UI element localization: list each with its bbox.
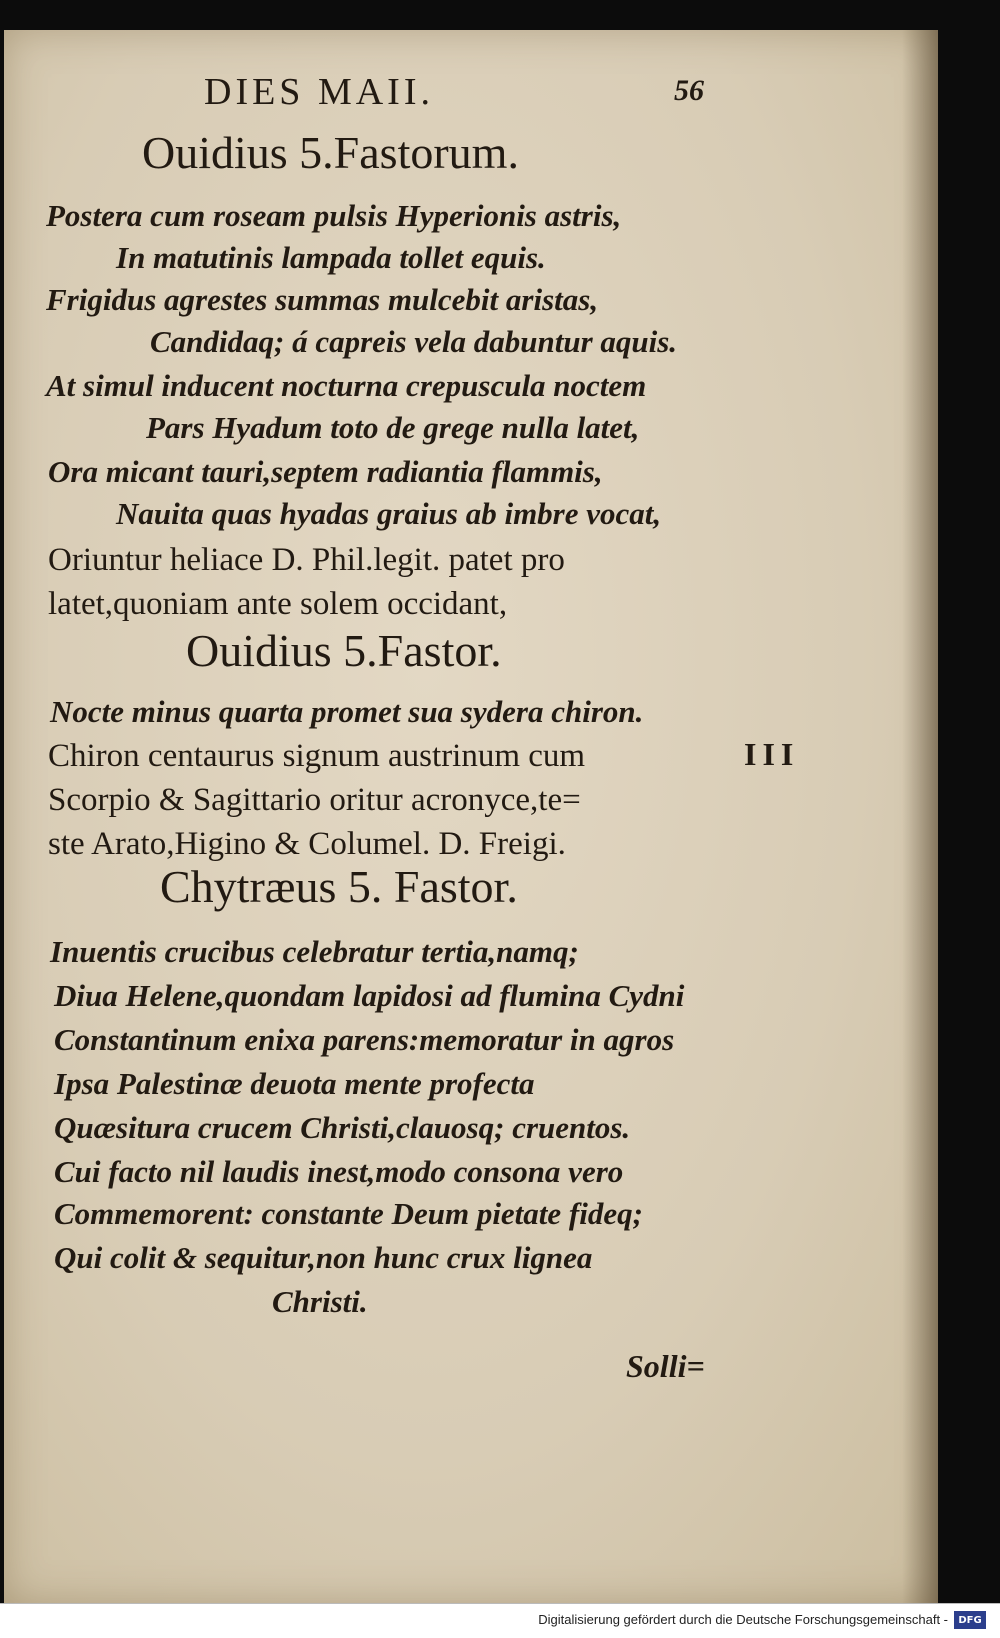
verse-line: Pars Hyadum toto de grege nulla latet, (146, 410, 640, 445)
commentary-line: latet,quoniam ante solem occidant, (48, 586, 508, 622)
verse-line: Constantinum enixa parens:memoratur in agros (54, 1022, 675, 1057)
verse-line: Nocte minus quarta promet sua sydera chiron. (50, 694, 644, 729)
section-heading-3: Chytræus 5. Fastor. (160, 861, 518, 912)
verse-line: Qui colit & sequitur,non hunc crux lignea (54, 1240, 593, 1275)
dfg-logo: DFG (954, 1611, 986, 1629)
verse-line: Ipsa Palestinæ deuota mente profecta (54, 1066, 535, 1101)
page-number: 56 (674, 74, 704, 107)
footer-bar (0, 1603, 1000, 1638)
verse-line: Quæsitura crucem Christi,clauosq; cruentos. (54, 1110, 631, 1145)
verse-line: Cui facto nil laudis inest,modo consona vero (54, 1154, 624, 1189)
verse-line: Inuentis crucibus celebratur tertia,namq; (50, 934, 579, 969)
verse-line: At simul inducent nocturna crepuscula noctem (46, 368, 647, 403)
verse-line: Frigidus agrestes summas mulcebit aristas, (46, 282, 599, 317)
verse-line: Christi. (272, 1284, 368, 1319)
commentary-line: Chiron centaurus signum austrinum cum (48, 738, 586, 774)
verse-line: Diua Helene,quondam lapidosi ad flumina Cydni (54, 978, 685, 1013)
commentary-line: ste Arato,Higino & Columel. D. Freigi. (48, 826, 566, 862)
running-title: DIES MAII. (204, 71, 434, 113)
verse-line: Ora micant tauri,septem radiantia flammis, (48, 454, 603, 489)
page-gutter-shadow (902, 30, 938, 1604)
section-heading-1: Ouidius 5.Fastorum. (142, 127, 519, 178)
verse-line: Postera cum roseam pulsis Hyperionis astris, (46, 198, 622, 233)
page-header (204, 70, 704, 120)
verse-line: Commemorent: constante Deum pietate fideq; (54, 1196, 643, 1231)
verse-line: In matutinis lampada tollet equis. (116, 240, 546, 275)
commentary-line: Oriuntur heliace D. Phil.legit. patet pro (48, 542, 565, 578)
verse-line: Nauita quas hyadas graius ab imbre vocat, (116, 496, 662, 531)
section-heading-2: Ouidius 5.Fastor. (186, 625, 502, 676)
commentary-line: Scorpio & Sagittario oritur acronyce,te= (48, 782, 581, 818)
margin-note: III (744, 736, 800, 772)
verse-line: Candidaq; á capreis vela dabuntur aquis. (150, 324, 678, 359)
book-page (4, 30, 938, 1604)
footer-credit: Digitalisierung gefördert durch die Deutsche Forschungsgemeinschaft - (538, 1612, 948, 1627)
catchword: Solli= (626, 1348, 705, 1384)
